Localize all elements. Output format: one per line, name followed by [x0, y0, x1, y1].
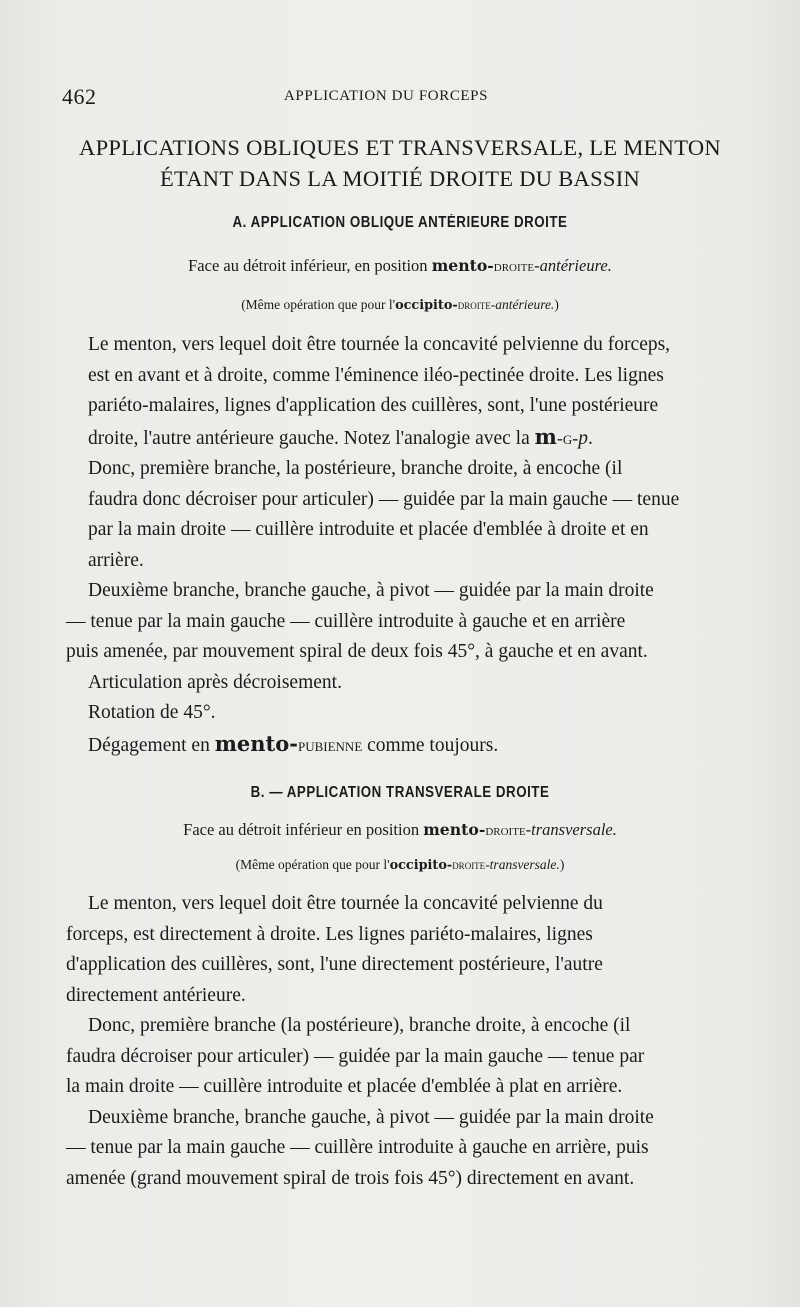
abbrev-bold: m — [534, 423, 557, 449]
text-fragment: . — [587, 427, 593, 449]
text-line: Donc, première branche (la postérieure), branche droite, à encoche (il — [88, 1015, 631, 1036]
paragraph — [66, 330, 722, 454]
note-smallcaps: droite — [457, 298, 491, 312]
text-line — [66, 422, 722, 455]
note-text: (Même opération que pour l' — [241, 297, 396, 312]
text-line: faudra donc décroiser pour articuler) — guidée par la main gauche — tenue — [88, 488, 680, 510]
text-line: — tenue par la main gauche — cuillère introduite à gauche et en arrière — [66, 610, 626, 632]
subhead-italic: -transversale. — [525, 820, 617, 839]
subhead-bold: mento- — [423, 820, 486, 839]
note-text: (Même opération que pour l' — [235, 857, 390, 872]
subhead-text: Face au détroit inférieur, en position — [188, 256, 432, 275]
paragraph: Rotation de 45°. — [88, 702, 216, 723]
text-line: pariéto-malaires, lignes d'application des cuillères, sont, l'une postérieure — [88, 395, 659, 416]
text-line: puis amenée, par mouvement spiral de deux fois 45°, à gauche et en avant. — [66, 641, 648, 662]
smallcaps-term: pubienne — [297, 734, 363, 755]
section-a-subhead — [60, 256, 740, 276]
text-line: Donc, première branche, la postérieure, branche droite, à encoche (il — [88, 458, 623, 479]
running-head — [62, 84, 720, 110]
text-line: amenée (grand mouvement spiral de trois fois 45°) directement en avant. — [66, 1167, 635, 1189]
note-italic: -transversale. — [485, 857, 560, 872]
note-italic: -antérieure. — [490, 297, 555, 312]
subhead-smallcaps: droite — [493, 258, 535, 275]
paragraph — [66, 729, 722, 762]
page-number: 462 — [62, 84, 97, 109]
running-title: APPLICATION DU FORCEPS — [284, 88, 489, 104]
text-line: la main droite — cuillère introduite et placée d'emblée à plat en arrière. — [66, 1076, 623, 1097]
paragraph — [66, 454, 722, 576]
note-bold: occipito- — [389, 858, 453, 873]
text-line: Le menton, vers lequel doit être tournée la concavité pelvienne du forceps, — [88, 334, 671, 355]
text-line: par la main droite — cuillère introduite et placée d'emblée à droite et en — [88, 519, 649, 540]
paragraph — [66, 576, 722, 668]
paragraph — [66, 889, 722, 1011]
paragraph — [66, 1011, 722, 1103]
text-line: forceps, est directement à droite. Les lignes pariéto-malaires, lignes — [66, 923, 593, 945]
note-smallcaps: droite — [452, 858, 486, 872]
subhead-smallcaps: droite — [485, 822, 526, 839]
note-suffix: ) — [559, 857, 565, 872]
text-fragment: droite, l'autre antérieure gauche. Notez l'analogie avec la — [88, 427, 535, 449]
abbrev-italic: p — [578, 427, 588, 449]
paragraph: Articulation après décroisement. — [88, 671, 342, 693]
text-fragment: comme toujours. — [362, 734, 499, 756]
paragraph — [66, 1103, 722, 1195]
text-line: directement antérieure. — [66, 984, 246, 1006]
subhead-italic: -antérieure. — [534, 256, 612, 275]
subhead-bold: mento- — [431, 256, 494, 275]
section-a-body — [66, 330, 722, 761]
text-fragment: Dégagement en — [88, 734, 215, 756]
chapter-title-line-2: ÉTANT DANS LA MOITIÉ DROITE DU BASSIN — [159, 166, 641, 191]
section-b-heading: B. — APPLICATION TRANSVERALE DROITE — [250, 784, 550, 801]
text-line: Deuxième branche, branche gauche, à pivot — guidée par la main droite — [88, 1106, 654, 1128]
chapter-title-line-1: APPLICATIONS OBLIQUES ET TRANSVERSALE, LE MENTON — [79, 135, 721, 160]
chapter-title — [60, 132, 740, 194]
section-b-body — [66, 889, 722, 1194]
text-line: est en avant et à droite, comme l'éminence iléo-pectinée droite. Les lignes — [88, 364, 664, 386]
text-line: Deuxième branche, branche gauche, à pivot — guidée par la main droite — [88, 580, 654, 601]
section-b-subhead — [60, 820, 740, 840]
text-line: Le menton, vers lequel doit être tournée la concavité pelvienne du — [88, 893, 603, 914]
note-bold: occipito- — [395, 298, 458, 313]
text-line: — tenue par la main gauche — cuillère introduite à gauche en arrière, puis — [66, 1137, 649, 1158]
abbrev-smallcaps: -g- — [556, 427, 579, 448]
section-a-note — [60, 297, 740, 313]
bold-term: mento- — [214, 730, 298, 756]
note-suffix: ) — [554, 297, 559, 312]
text-line: d'application des cuillères, sont, l'une directement postérieure, l'autre — [66, 954, 603, 975]
subhead-text: Face au détroit inférieur en position — [183, 820, 424, 839]
section-b-note — [60, 857, 740, 873]
text-line: arrière. — [88, 549, 144, 571]
text-line: faudra décroiser pour articuler) — guidée par la main gauche — tenue par — [66, 1045, 645, 1067]
section-a-heading: A. APPLICATION OBLIQUE ANTÉRIEURE DROITE — [232, 214, 568, 231]
